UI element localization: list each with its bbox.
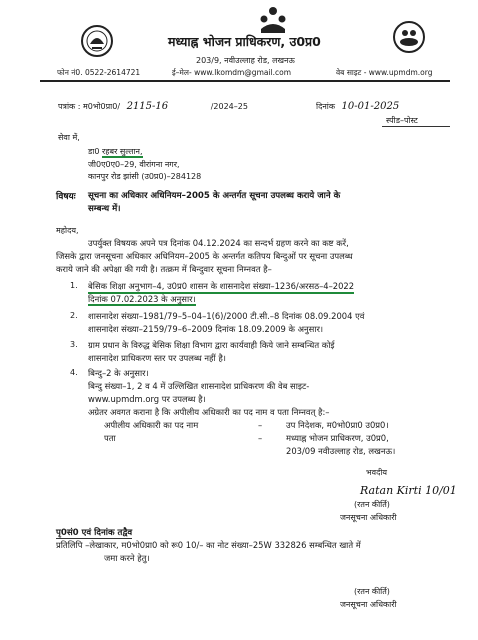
item-1-date: दिनांक 07.02.2023 के अनुसार। — [88, 294, 196, 304]
office-email: ई–मेल- www.lkomdm@gmail.com — [172, 68, 292, 77]
intro-line1: उपर्युक्त विषयक अपने पत्र दिनांक 04.12.2024 का सन्दर्भ ग्रहण करने का कष्ट करें, — [88, 238, 349, 248]
addressee-line3: कानपुर रोड झांसी (उ0प्र0)–284128 — [88, 172, 202, 181]
signatory-name-1: (रतन कीर्ति) — [354, 500, 390, 509]
item-1-number: 1. — [70, 281, 78, 290]
intro-line3: कराये जाने की अपेक्षा की गयी है। तत्क्रम में बिन्दुवार सूचना निम्नवत है– — [56, 264, 272, 274]
item-1-line2 — [88, 294, 196, 305]
appellate-value-2: मध्याह्न भोजन प्राधिकरण, उ0प्र0, — [286, 433, 389, 443]
item-3-number: 3. — [70, 340, 78, 349]
mid-day-meal-logo-icon — [392, 20, 426, 54]
header-divider — [40, 80, 450, 82]
appellate-value-1: उप निदेशक, म0भो0प्रा0 उ0प्र0। — [286, 420, 389, 430]
addressee-prefix: डा0 — [88, 147, 100, 156]
item-2-line1: शासनादेश संख्या–1981/79–5–04–1(6)/2000 टी.सी.–8 दिनांक 08.09.2004 एवं — [88, 311, 365, 321]
copy-heading — [56, 526, 132, 538]
item-1-line1: बेसिक शिक्षा अनुभाग–4, उ0प्र0 शासन के शासनादेश संख्या–1236/अरसठ–4–2022 — [88, 281, 354, 294]
post-divider — [382, 126, 450, 127]
up-govt-emblem-icon — [80, 24, 114, 58]
addressee-name: रहबर सुल्तान, — [102, 147, 143, 156]
copy-line1: प्रतिलिपि –लेखाकार, म0भो0प्रा0 को रू0 10/– का नोट संख्या–25W 332826 सम्बन्धित खाते में — [56, 540, 361, 550]
appellate-label-2: पता — [104, 433, 116, 443]
letter-date — [316, 101, 399, 112]
appellate-label-1: अपीलीय अधिकारी का पद नाम — [104, 420, 199, 430]
item-2-number: 2. — [70, 311, 78, 320]
point-note-line2: www.upmdm.org पर उपलब्ध है। — [88, 394, 206, 404]
subject-line2: सम्बन्ध में। — [88, 204, 121, 214]
letter-reference — [58, 101, 248, 112]
copy-heading-text: पृ0सं0 एवं दिनांक तद्वैव — [56, 528, 133, 538]
office-website: वेब साइट - www.upmdm.org — [336, 68, 433, 77]
point-note-line1: बिन्दु संख्या–1, 2 व 4 में उल्लिखित शासनादेश प्राधिकरण की वेब साइट- — [88, 381, 310, 391]
item-4-line1: बिन्दु–2 के अनुसार। — [88, 368, 149, 378]
signatory-designation-2: जनसूचना अधिकारी — [340, 600, 397, 609]
date-label: दिनांक — [316, 102, 335, 111]
seva-label: सेवा में, — [58, 133, 80, 142]
office-phone: फोन नं0. 0522-2614721 — [57, 68, 141, 77]
office-address: 203/9, नवीउल्लाह रोड, लखनऊ — [196, 56, 295, 65]
mdm-authority-logo-icon — [256, 5, 290, 35]
closing: भवदीय — [366, 468, 388, 477]
patrank-number: 2115-16 — [126, 101, 169, 112]
patrank-year: /2024–25 — [210, 102, 248, 111]
signatory-name-2: (रतन कीर्ति) — [354, 587, 390, 596]
subject-line1: सूचना का अधिकार अधिनियम–2005 के अन्तर्गत सूचना उपलब्ध कराये जाने के — [88, 191, 341, 201]
signature-handwritten: Ratan Kirti 10/01 — [360, 484, 457, 497]
addressee-line2: जी0ए0ए0–29, वीरांगना नगर, — [88, 160, 180, 169]
item-2-line2: शासनादेश संख्या–2159/79–6–2009 दिनांक 18.09.2009 के अनुसार। — [88, 324, 324, 334]
appellate-value-3: 203/09 नवीउल्लाह रोड, लखनऊ। — [286, 446, 396, 456]
item-4-number: 4. — [70, 368, 78, 377]
subject-label: विषयः — [56, 192, 76, 202]
date-value: 10-01-2025 — [341, 101, 400, 112]
copy-line2: जमा करने हेतु। — [104, 553, 150, 563]
appellate-dash-1: – — [258, 420, 263, 430]
intro-line2: जिसके द्वारा जनसूचना अधिकार अधिनियम–2005 के अन्तर्गत कतिपय बिन्दुओं पर सूचना उपलब्ध — [56, 251, 353, 261]
speed-post: स्पीड–पोस्ट — [386, 116, 418, 125]
item-3-line2: शासनादेश प्राधिकरण स्तर पर उपलब्ध नहीं है। — [88, 353, 226, 363]
signatory-designation-1: जनसूचना अधिकारी — [340, 513, 397, 522]
patrank-label: पत्रांक : म0भो0प्रा0/ — [58, 102, 121, 111]
office-title: मध्याह्न भोजन प्राधिकरण, उ0प्र0 — [168, 34, 321, 49]
salutation: महोदय, — [56, 226, 79, 235]
addressee-name-line — [88, 146, 143, 157]
appellate-dash-2: – — [258, 433, 263, 443]
appellate-intro: अग्रेतर अवगत कराना है कि अपीलीय अधिकारी का पद नाम व पता निम्नवत् है:– — [88, 407, 330, 417]
item-3-line1: ग्राम प्रधान के विरुद्ध बेसिक शिक्षा विभाग द्वारा कार्यवाही किये जाने सम्बन्धित कोई — [88, 340, 335, 350]
